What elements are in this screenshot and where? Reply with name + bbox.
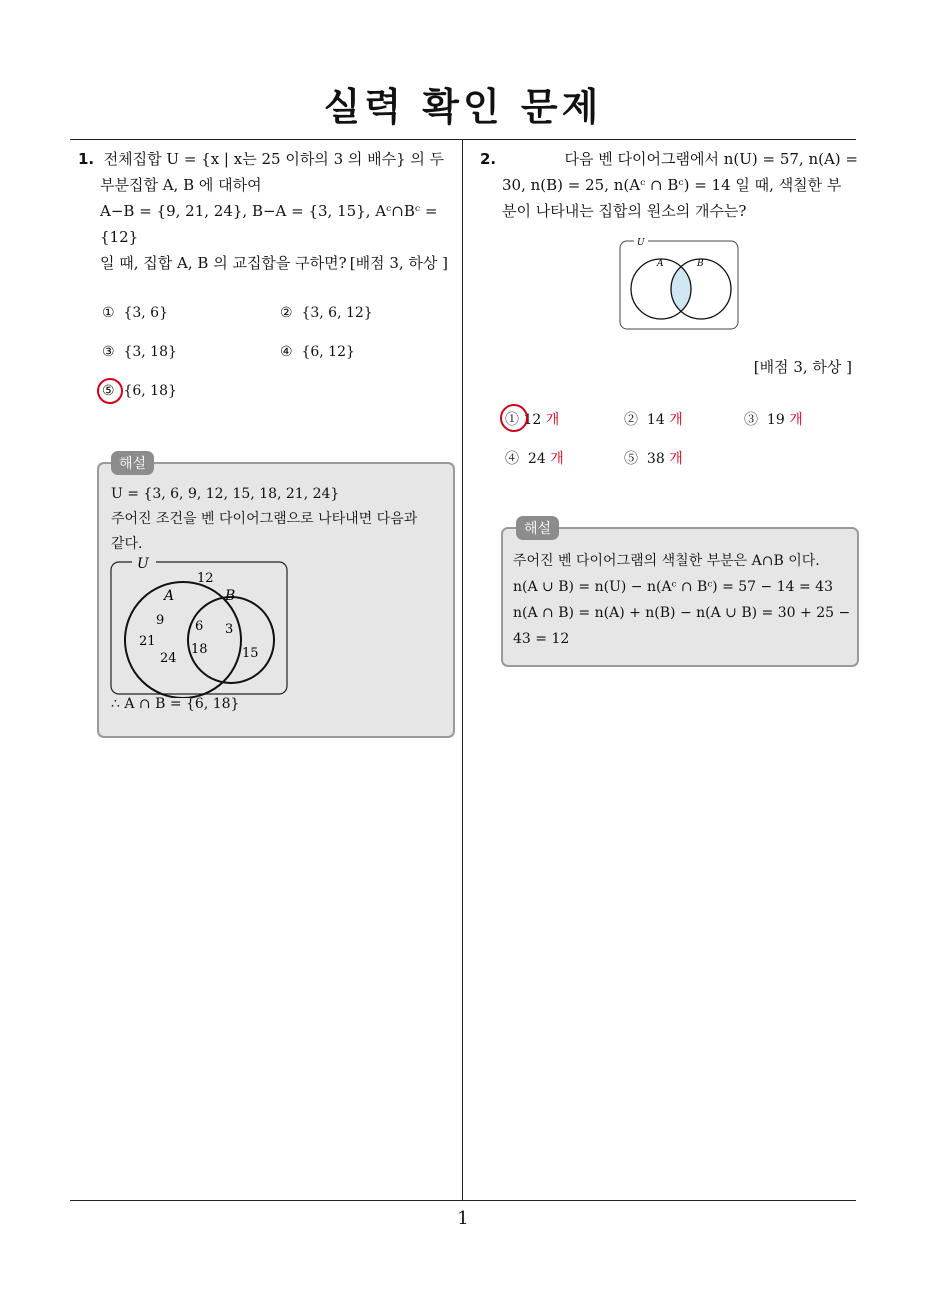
q1-choice-1-mark: ① (102, 305, 115, 321)
q1-venn-a-only-3: 24 (160, 651, 177, 666)
q1-venn-b-only-2: 15 (242, 646, 259, 661)
q1-choice-2-text: {3, 6, 12} (301, 305, 373, 321)
question-1-score: [배점 3, 하상 ] (349, 254, 448, 272)
column-divider (462, 139, 463, 1201)
q1-choice-3-mark: ③ (102, 344, 115, 360)
question-1-line2: 부분집합 A, B 에 대하여 (100, 176, 262, 194)
q2-choice-3-mark: ③ (744, 412, 758, 428)
question-1-line4: 일 때, 집합 A, B 의 교집합을 구하면? (100, 254, 347, 272)
q1-choice-5-text: {6, 18} (123, 383, 177, 399)
question-2 (480, 146, 858, 224)
question-2-line2: 30, n(B) = 25, n(Aᶜ ∩ Bᶜ) = 14 일 때, 색칠한 부 (502, 176, 842, 194)
q1-solution-line2: 주어진 조건을 벤 다이어그램으로 나타내면 다음과 (111, 511, 418, 527)
footer-divider (70, 1200, 856, 1201)
q1-solution-conclusion: ∴ A ∩ B = {6, 18} (111, 696, 240, 712)
q2-solution-line4: 43 = 12 (513, 631, 570, 647)
q2-choice-3-value: 19 (766, 412, 785, 428)
header-divider (70, 139, 856, 140)
q2-venn-label-u: U (637, 238, 645, 248)
q2-solution-line1: 주어진 벤 다이어그램의 색칠한 부분은 A∩B 이다. (513, 553, 820, 569)
q2-solution-line3: n(A ∩ B) = n(A) + n(B) − n(A ∪ B) = 30 + 25 − (513, 605, 851, 621)
q2-venn-label-a: A (657, 259, 664, 269)
question-2-number: 2. (480, 150, 497, 168)
q1-solution-text (111, 482, 447, 557)
q1-choice-1-text: {3, 6} (123, 305, 168, 321)
q2-choice-5-mark: ⑤ (624, 451, 638, 467)
q1-venn-label-u: U (137, 556, 149, 572)
q1-venn-both-1: 6 (195, 619, 204, 634)
q1-choice-4-text: {6, 12} (301, 344, 355, 360)
q1-solution-tag: 해설 (111, 451, 154, 475)
question-2-line1: 다음 벤 다이어그램에서 n(U) = 57, n(A) = (564, 150, 858, 168)
q2-choice-3-unit: 개 (789, 412, 803, 428)
q1-choice-2-mark: ② (280, 305, 293, 321)
question-1-number: 1. (78, 150, 95, 168)
q1-choice-1[interactable] (102, 305, 168, 321)
q2-venn-figure (617, 233, 743, 333)
q2-choice-2-value: 14 (646, 412, 665, 428)
q2-choice-4-value: 24 (527, 451, 546, 467)
q1-choice-4-mark: ④ (280, 344, 293, 360)
q2-choice-1-unit: 개 (545, 412, 560, 428)
q2-choice-3[interactable] (744, 409, 803, 429)
q1-choice-3[interactable] (102, 344, 177, 360)
q2-venn-label-b: B (697, 259, 704, 269)
q2-choice-5-unit: 개 (669, 451, 683, 467)
page-number: 1 (457, 1208, 469, 1229)
q1-venn-diagram (108, 552, 292, 698)
q2-choice-2-mark: ② (624, 412, 638, 428)
q2-choice-5[interactable] (624, 448, 683, 468)
q2-answer-mark-icon (500, 404, 528, 432)
q2-solution-line2: n(A ∪ B) = n(U) − n(Aᶜ ∩ Bᶜ) = 57 − 14 = 43 (513, 579, 833, 595)
q1-venn-label-a: A (164, 588, 175, 604)
q1-choice-4[interactable] (280, 344, 355, 360)
question-1-line1: 전체집합 U = {x | x는 25 이하의 3 의 배수} 의 두 (103, 150, 445, 168)
q1-solution-line3: 같다. (111, 536, 143, 552)
q2-choice-2-unit: 개 (669, 412, 683, 428)
q1-venn-outside-value: 12 (197, 571, 214, 586)
q2-choice-4-mark: ④ (505, 451, 519, 467)
q1-venn-circle-b (188, 597, 274, 683)
q1-venn-label-b: B (225, 588, 236, 604)
q1-venn-both-2: 18 (191, 642, 208, 657)
q2-solution-tag: 해설 (516, 516, 559, 540)
q1-choice-5-mark: ⑤ (102, 383, 115, 399)
q1-venn-a-only-1: 9 (156, 613, 165, 628)
q1-answer-mark-icon (97, 378, 123, 404)
question-2-line3: 분이 나타내는 집합의 원소의 개수는? (502, 202, 747, 220)
q2-choice-1-value: 12 (523, 412, 542, 428)
question-2-score: [배점 3, 하상 ] (753, 358, 852, 376)
q2-choice-1-mark: ① (505, 412, 519, 428)
q2-choice-4-unit: 개 (550, 451, 564, 467)
page-title: 실력 확인 문제 (323, 85, 603, 129)
q2-choice-5-value: 38 (646, 451, 665, 467)
q2-solution-text (513, 548, 851, 652)
q1-solution-line1: U = {3, 6, 9, 12, 15, 18, 21, 24} (111, 486, 340, 502)
q1-venn-a-only-2: 21 (139, 634, 156, 649)
q1-choice-2[interactable] (280, 305, 373, 321)
q2-choice-2[interactable] (624, 409, 683, 429)
q1-choice-3-text: {3, 18} (123, 344, 177, 360)
q2-choice-4[interactable] (505, 448, 564, 468)
q1-venn-b-only-1: 3 (225, 622, 234, 637)
question-1-line3: A−B = {9, 21, 24}, B−A = {3, 15}, Aᶜ∩Bᶜ = {12} (100, 202, 438, 246)
